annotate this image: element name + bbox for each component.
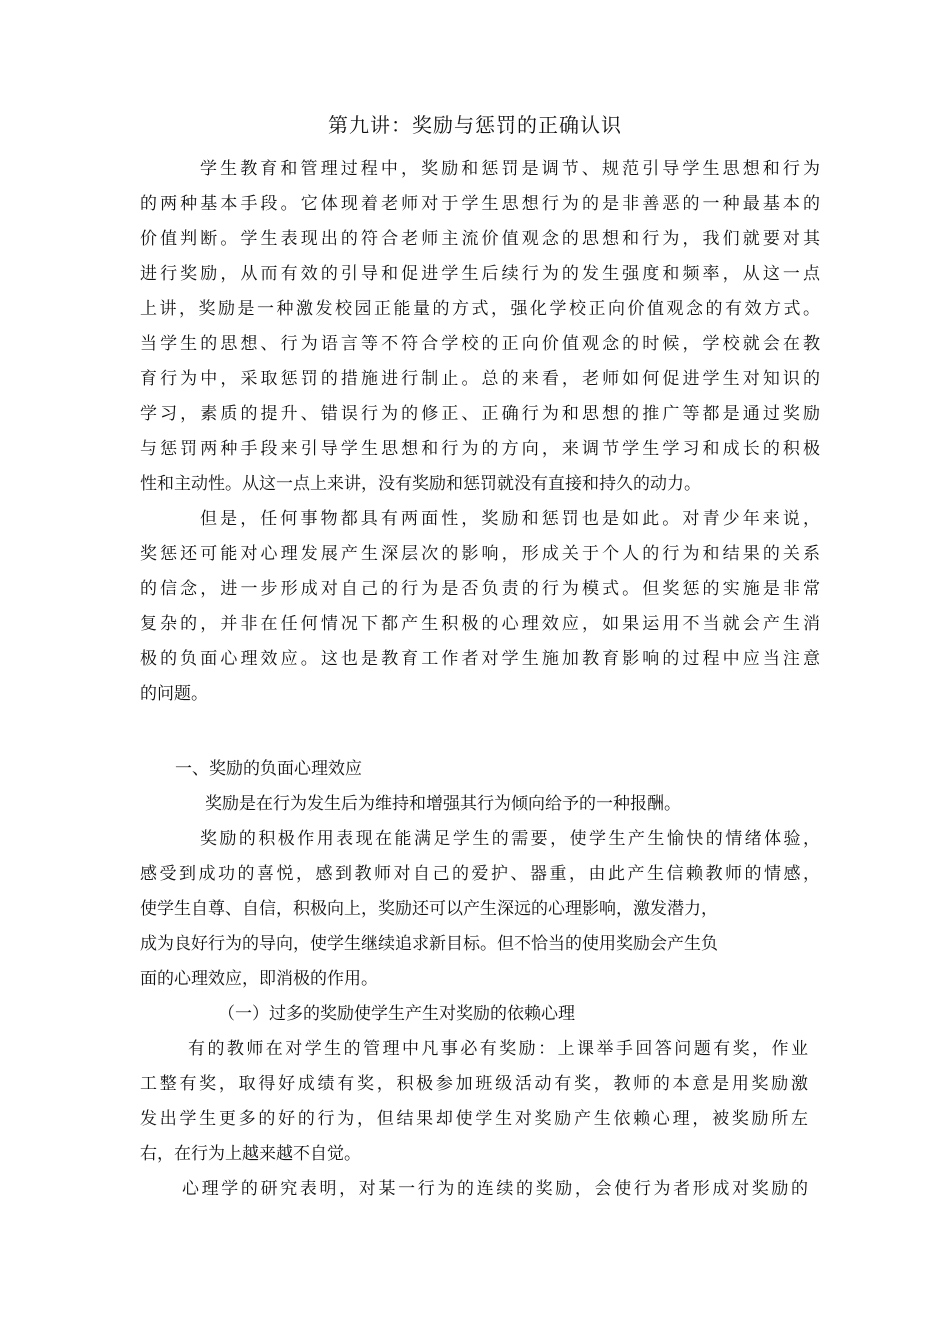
paragraph-1 — [140, 152, 820, 502]
document-title: 第九讲：奖励与惩罚的正确认识 — [328, 113, 622, 137]
paragraph-3: 奖励是在行为发生后为维持和增强其行为倾向给予的一种报酬。 — [205, 794, 681, 814]
paragraph-line: 的两种基本手段。它体现着老师对于学生思想行为的是非善恶的一种最基本的 — [140, 194, 820, 214]
paragraph-line: 学生教育和管理过程中，奖励和惩罚是调节、规范引导学生思想和行为 — [200, 159, 820, 179]
paragraph-line: 进行奖励，从而有效的引导和促进学生后续行为的发生强度和频率，从这一点 — [140, 264, 820, 284]
paragraph-6 — [140, 1172, 808, 1207]
paragraph-line: 奖惩还可能对心理发展产生深层次的影响，形成关于个人的行为和结果的关系 — [140, 544, 820, 564]
paragraph-line: 的信念，进一步形成对自己的行为是否负责的行为模式。但奖惩的实施是非常 — [140, 579, 820, 599]
paragraph-line: 当学生的思想、行为语言等不符合学校的正向价值观念的时候，学校就会在教 — [140, 334, 820, 354]
paragraph-line: 感受到成功的喜悦，感到教师对自己的爱护、器重，由此产生信赖教师的情感， — [140, 864, 820, 884]
paragraph-2 — [140, 502, 820, 712]
paragraph-line: 复杂的，并非在任何情况下都产生积极的心理效应，如果运用不当就会产生消 — [140, 614, 820, 634]
paragraph-line: 但是，任何事物都具有两面性，奖励和惩罚也是如此。对青少年来说， — [200, 509, 820, 529]
paragraph-4 — [140, 822, 820, 997]
paragraph-line: 极的负面心理效应。这也是教育工作者对学生施加教育影响的过程中应当注意 — [140, 649, 820, 669]
paragraph-line: 工整有奖，取得好成绩有奖，积极参加班级活动有奖，教师的本意是用奖励激 — [140, 1074, 808, 1094]
paragraph-line: 面的心理效应，即消极的作用。 — [140, 969, 378, 989]
paragraph-line: 使学生自尊、自信，积极向上，奖励还可以产生深远的心理影响，激发潜力， — [140, 899, 718, 919]
paragraph-line: 价值判断。学生表现出的符合老师主流价值观念的思想和行为，我们就要对其 — [140, 229, 820, 249]
paragraph-line: 性和主动性。从这一点上来讲，没有奖励和惩罚就没有直接和持久的动力。 — [140, 474, 701, 494]
paragraph-5 — [140, 1032, 808, 1172]
paragraph-line: 心理学的研究表明，对某一行为的连续的奖励，会使行为者形成对奖励的 — [182, 1179, 808, 1199]
subsection-heading: （一）过多的奖励使学生产生对奖励的依赖心理 — [218, 1004, 575, 1024]
paragraph-line: 的问题。 — [140, 684, 208, 704]
paragraph-line: 成为良好行为的导向，使学生继续追求新目标。但不恰当的使用奖励会产生负 — [140, 934, 718, 954]
paragraph-line: 发出学生更多的好的行为，但结果却使学生对奖励产生依赖心理，被奖励所左 — [140, 1109, 808, 1129]
paragraph-line: 有的教师在对学生的管理中凡事必有奖励：上课举手回答问题有奖，作业 — [188, 1039, 808, 1059]
paragraph-line: 学习，素质的提升、错误行为的修正、正确行为和思想的推广等都是通过奖励 — [140, 404, 820, 424]
paragraph-line: 上讲，奖励是一种激发校园正能量的方式，强化学校正向价值观念的有效方式。 — [140, 299, 820, 319]
paragraph-line: 奖励的积极作用表现在能满足学生的需要，使学生产生愉快的情绪体验， — [200, 829, 820, 849]
paragraph-line: 与惩罚两种手段来引导学生思想和行为的方向，来调节学生学习和成长的积极 — [140, 439, 820, 459]
paragraph-line: 育行为中，采取惩罚的措施进行制止。总的来看，老师如何促进学生对知识的 — [140, 369, 820, 389]
paragraph-line: 右，在行为上越来越不自觉。 — [140, 1144, 361, 1164]
section-heading: 一、奖励的负面心理效应 — [175, 759, 362, 779]
